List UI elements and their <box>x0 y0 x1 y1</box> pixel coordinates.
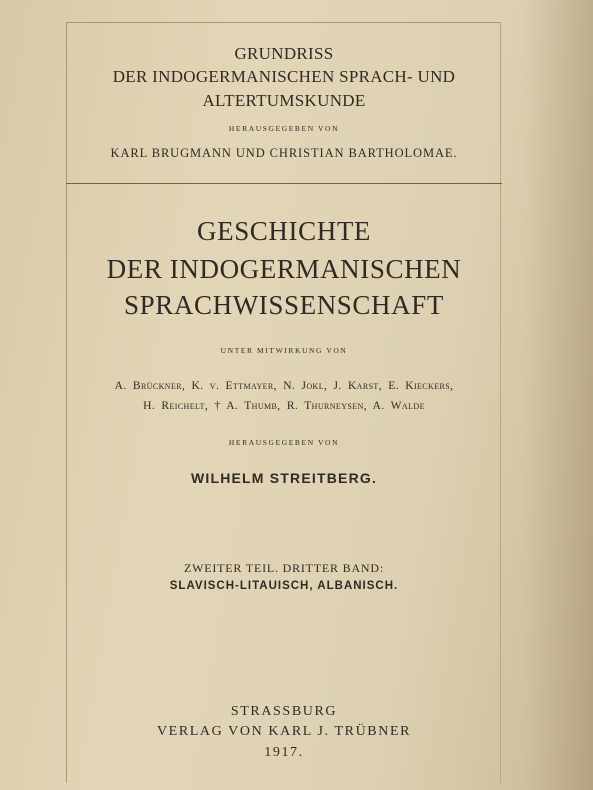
horizontal-rule <box>66 183 502 184</box>
page-shadow <box>523 0 593 790</box>
contributors-line-2: H. Reichelt, † A. Thumb, R. Thurneysen, A. Walde <box>143 400 425 412</box>
part-line-2: SLAVISCH-LITAUISCH, ALBANISCH. <box>169 580 399 592</box>
imprint-city: STRASSBURG <box>230 704 338 719</box>
series-editors: KARL BRUGMANN UND CHRISTIAN BARTHOLOMAE. <box>110 146 458 160</box>
contributors-line-1: A. Brückner, K. v. Ettmayer, N. Jokl, J. Karst, E. Kieckers, <box>114 380 454 392</box>
editor-name: WILHELM STREITBERG. <box>190 470 378 486</box>
main-title-line-3: SPRACHWISSENSCHAFT <box>124 290 444 320</box>
part-line-1: ZWEITER TEIL. DRITTER BAND: <box>183 561 384 575</box>
series-title-line-2: DER INDOGERMANISCHEN SPRACH- UND <box>112 67 456 86</box>
main-title-line-1: GESCHICHTE <box>197 216 371 246</box>
editor-label: HERAUSGEGEBEN VON <box>228 438 340 447</box>
series-title-line-3: ALTERTUMSKUNDE <box>202 91 366 110</box>
main-title-line-2: DER INDOGERMANISCHEN <box>106 254 462 284</box>
series-title-line-1: GRUNDRISS <box>234 44 334 63</box>
contributors-label: UNTER MITWIRKUNG VON <box>220 346 348 355</box>
imprint-publisher: VERLAG VON KARL J. TRÜBNER <box>156 724 412 739</box>
imprint-year: 1917. <box>264 745 304 760</box>
series-edited-label: HERAUSGEGEBEN VON <box>228 124 340 133</box>
